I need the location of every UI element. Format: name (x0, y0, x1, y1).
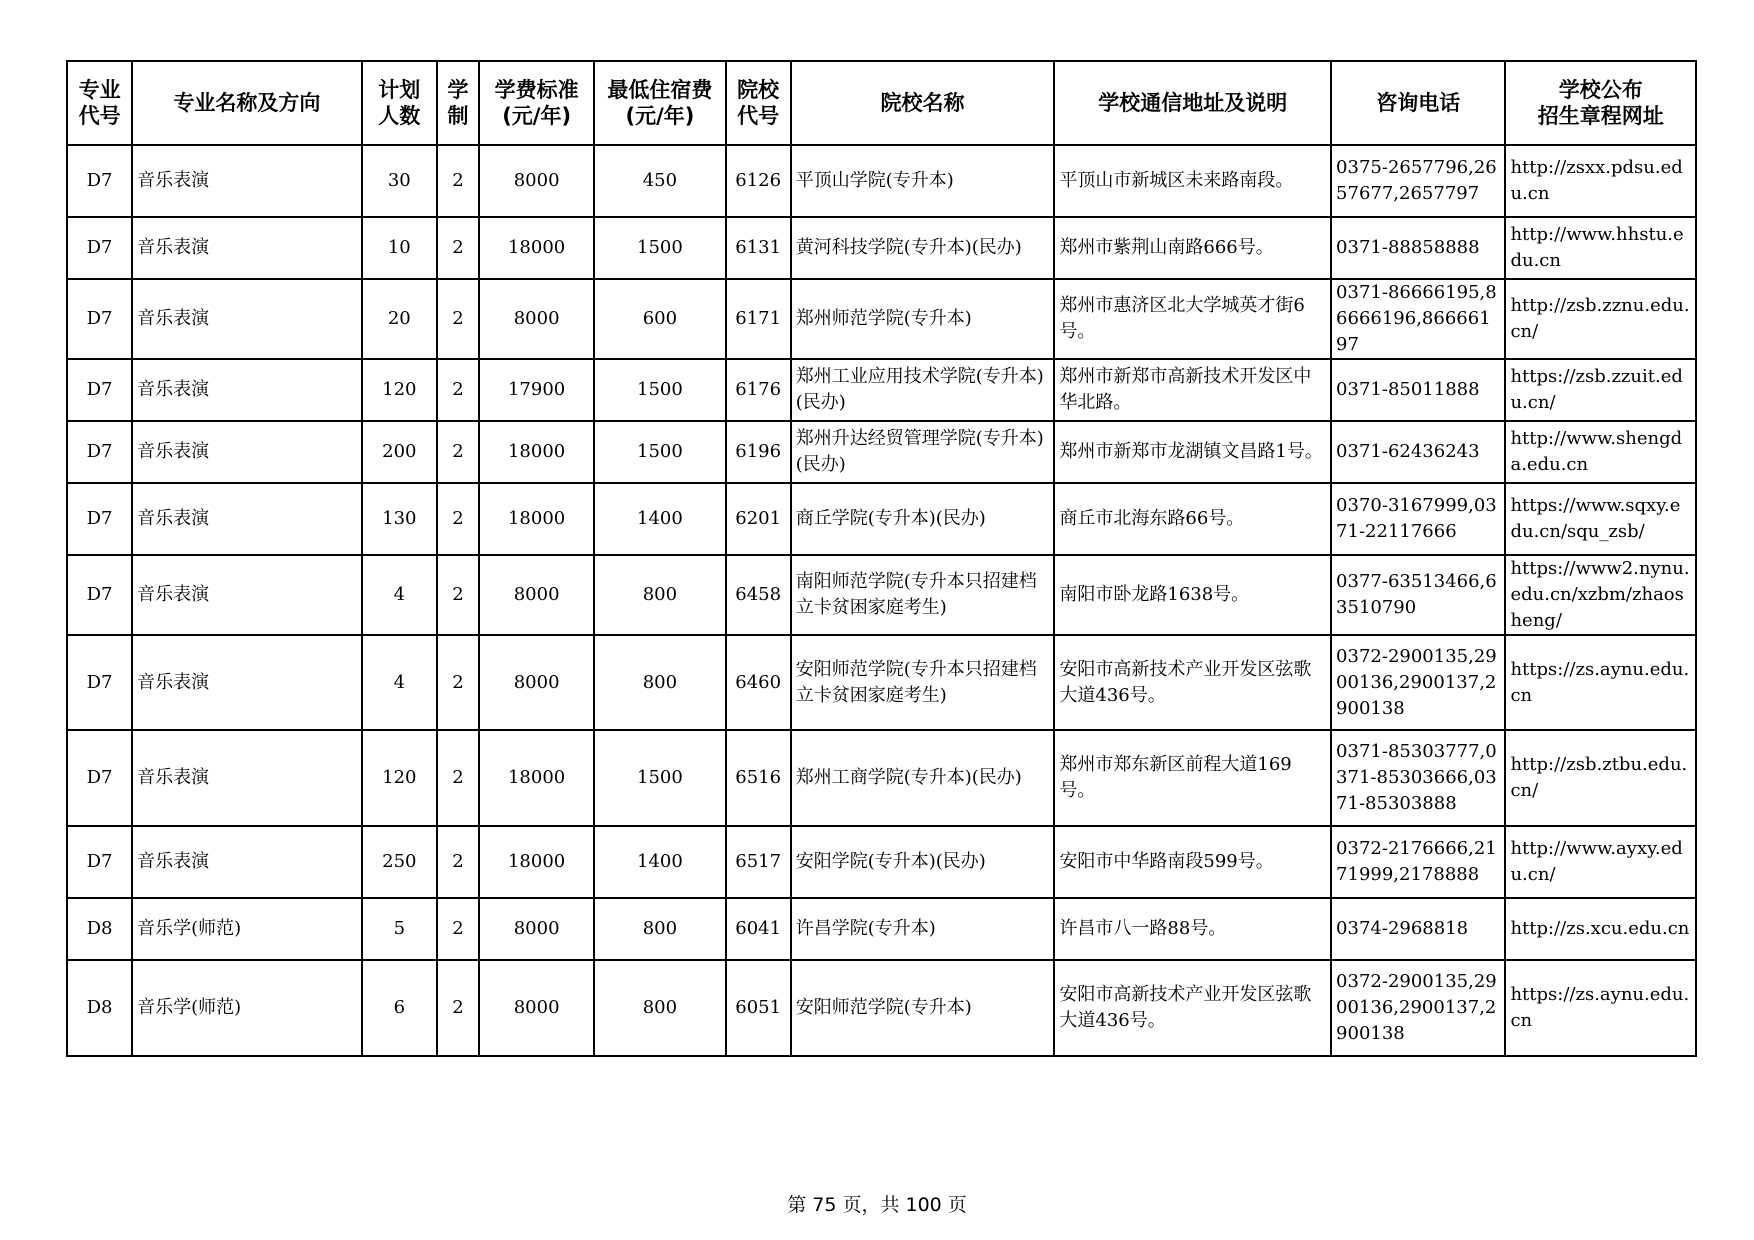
header-school-code: 院校 代号 (726, 61, 791, 145)
cell-plan: 120 (362, 359, 437, 421)
cell-major: 音乐表演 (132, 279, 362, 359)
cell-years: 2 (437, 826, 479, 898)
cell-phone: 0375-2657796,2657677,2657797 (1331, 145, 1505, 217)
cell-website: https://zs.aynu.edu.cn (1505, 960, 1696, 1056)
cell-tuition: 18000 (479, 730, 594, 826)
cell-website: http://zsb.ztbu.edu.cn/ (1505, 730, 1696, 826)
cell-code: D7 (67, 145, 132, 217)
cell-lodging: 1500 (594, 421, 725, 483)
page-number: 第 75 页，共 100 页 (787, 1194, 967, 1216)
cell-tuition: 8000 (479, 279, 594, 359)
cell-phone: 0371-88858888 (1331, 217, 1505, 279)
cell-major: 音乐学(师范) (132, 960, 362, 1056)
cell-tuition: 8000 (479, 960, 594, 1056)
table-row (67, 359, 1696, 421)
cell-school-code: 6517 (726, 826, 791, 898)
cell-code: D7 (67, 217, 132, 279)
cell-years: 2 (437, 145, 479, 217)
header-major: 专业名称及方向 (132, 61, 362, 145)
cell-major: 音乐表演 (132, 359, 362, 421)
cell-address: 商丘市北海东路66号。 (1054, 483, 1331, 555)
cell-years: 2 (437, 730, 479, 826)
cell-code: D7 (67, 635, 132, 730)
cell-code: D7 (67, 826, 132, 898)
cell-address: 安阳市高新技术产业开发区弦歌大道436号。 (1054, 960, 1331, 1056)
cell-school-name: 许昌学院(专升本) (791, 898, 1055, 960)
cell-years: 2 (437, 279, 479, 359)
cell-plan: 130 (362, 483, 437, 555)
table-row (67, 826, 1696, 898)
cell-code: D7 (67, 359, 132, 421)
cell-code: D8 (67, 960, 132, 1056)
cell-major: 音乐表演 (132, 635, 362, 730)
admissions-table (66, 60, 1697, 1057)
cell-code: D7 (67, 279, 132, 359)
cell-website: http://www.shengda.edu.cn (1505, 421, 1696, 483)
cell-school-name: 郑州工商学院(专升本)(民办) (791, 730, 1055, 826)
cell-plan: 6 (362, 960, 437, 1056)
table-row (67, 483, 1696, 555)
cell-school-code: 6458 (726, 555, 791, 635)
cell-address: 南阳市卧龙路1638号。 (1054, 555, 1331, 635)
cell-major: 音乐表演 (132, 145, 362, 217)
cell-tuition: 8000 (479, 555, 594, 635)
header-lodging: 最低住宿费 (元/年) (594, 61, 725, 145)
cell-tuition: 17900 (479, 359, 594, 421)
cell-plan: 120 (362, 730, 437, 826)
cell-plan: 200 (362, 421, 437, 483)
cell-phone: 0372-2900135,2900136,2900137,2900138 (1331, 635, 1505, 730)
header-years: 学 制 (437, 61, 479, 145)
cell-phone: 0371-86666195,86666196,86666197 (1331, 279, 1505, 359)
cell-tuition: 8000 (479, 898, 594, 960)
cell-code: D8 (67, 898, 132, 960)
cell-website: http://www.hhstu.edu.cn (1505, 217, 1696, 279)
cell-plan: 4 (362, 635, 437, 730)
cell-school-code: 6051 (726, 960, 791, 1056)
cell-phone: 0372-2900135,2900136,2900137,2900138 (1331, 960, 1505, 1056)
table-row (67, 279, 1696, 359)
cell-major: 音乐表演 (132, 730, 362, 826)
header-school-name: 院校名称 (791, 61, 1055, 145)
cell-school-code: 6516 (726, 730, 791, 826)
cell-website: http://zsb.zznu.edu.cn/ (1505, 279, 1696, 359)
cell-years: 2 (437, 960, 479, 1056)
cell-address: 安阳市中华路南段599号。 (1054, 826, 1331, 898)
table-row (67, 145, 1696, 217)
cell-address: 郑州市新郑市高新技术开发区中华北路。 (1054, 359, 1331, 421)
cell-code: D7 (67, 730, 132, 826)
cell-school-name: 郑州工业应用技术学院(专升本)(民办) (791, 359, 1055, 421)
cell-lodging: 800 (594, 635, 725, 730)
cell-lodging: 600 (594, 279, 725, 359)
header-tuition: 学费标准 (元/年) (479, 61, 594, 145)
table-row (67, 635, 1696, 730)
cell-website: https://www2.nynu.edu.cn/xzbm/zhaosheng/ (1505, 555, 1696, 635)
cell-school-name: 南阳师范学院(专升本只招建档立卡贫困家庭考生) (791, 555, 1055, 635)
cell-tuition: 18000 (479, 421, 594, 483)
cell-school-name: 郑州师范学院(专升本) (791, 279, 1055, 359)
cell-lodging: 1500 (594, 359, 725, 421)
cell-plan: 20 (362, 279, 437, 359)
cell-address: 郑州市紫荆山南路666号。 (1054, 217, 1331, 279)
cell-school-code: 6126 (726, 145, 791, 217)
cell-website: http://zsxx.pdsu.edu.cn (1505, 145, 1696, 217)
cell-school-code: 6041 (726, 898, 791, 960)
cell-phone: 0372-2176666,2171999,2178888 (1331, 826, 1505, 898)
cell-school-name: 商丘学院(专升本)(民办) (791, 483, 1055, 555)
cell-lodging: 450 (594, 145, 725, 217)
cell-phone: 0371-85011888 (1331, 359, 1505, 421)
cell-lodging: 1500 (594, 730, 725, 826)
cell-lodging: 1400 (594, 483, 725, 555)
table-row (67, 555, 1696, 635)
cell-code: D7 (67, 483, 132, 555)
cell-lodging: 800 (594, 960, 725, 1056)
cell-school-code: 6171 (726, 279, 791, 359)
cell-major: 音乐学(师范) (132, 898, 362, 960)
cell-tuition: 18000 (479, 217, 594, 279)
cell-school-code: 6176 (726, 359, 791, 421)
cell-major: 音乐表演 (132, 421, 362, 483)
cell-phone: 0371-85303777,0371-85303666,0371-85303888 (1331, 730, 1505, 826)
cell-school-code: 6196 (726, 421, 791, 483)
cell-plan: 30 (362, 145, 437, 217)
cell-address: 郑州市新郑市龙湖镇文昌路1号。 (1054, 421, 1331, 483)
cell-years: 2 (437, 359, 479, 421)
cell-code: D7 (67, 421, 132, 483)
header-website: 学校公布 招生章程网址 (1505, 61, 1696, 145)
cell-school-name: 安阳学院(专升本)(民办) (791, 826, 1055, 898)
cell-plan: 4 (362, 555, 437, 635)
cell-code: D7 (67, 555, 132, 635)
cell-years: 2 (437, 898, 479, 960)
cell-lodging: 800 (594, 898, 725, 960)
header-plan: 计划 人数 (362, 61, 437, 145)
table-row (67, 421, 1696, 483)
cell-school-name: 郑州升达经贸管理学院(专升本)(民办) (791, 421, 1055, 483)
cell-lodging: 1400 (594, 826, 725, 898)
cell-website: http://www.ayxy.edu.cn/ (1505, 826, 1696, 898)
header-code: 专业 代号 (67, 61, 132, 145)
cell-major: 音乐表演 (132, 483, 362, 555)
table-row (67, 730, 1696, 826)
cell-school-name: 黄河科技学院(专升本)(民办) (791, 217, 1055, 279)
cell-website: https://zs.aynu.edu.cn (1505, 635, 1696, 730)
cell-tuition: 8000 (479, 635, 594, 730)
cell-years: 2 (437, 483, 479, 555)
cell-phone: 0377-63513466,63510790 (1331, 555, 1505, 635)
cell-years: 2 (437, 217, 479, 279)
cell-school-name: 平顶山学院(专升本) (791, 145, 1055, 217)
header-phone: 咨询电话 (1331, 61, 1505, 145)
cell-website: https://zsb.zzuit.edu.cn/ (1505, 359, 1696, 421)
cell-school-code: 6460 (726, 635, 791, 730)
cell-phone: 0371-62436243 (1331, 421, 1505, 483)
cell-address: 平顶山市新城区未来路南段。 (1054, 145, 1331, 217)
cell-address: 许昌市八一路88号。 (1054, 898, 1331, 960)
cell-plan: 5 (362, 898, 437, 960)
cell-school-code: 6131 (726, 217, 791, 279)
cell-lodging: 800 (594, 555, 725, 635)
cell-school-name: 安阳师范学院(专升本只招建档立卡贫困家庭考生) (791, 635, 1055, 730)
cell-tuition: 8000 (479, 145, 594, 217)
cell-major: 音乐表演 (132, 555, 362, 635)
table-row (67, 898, 1696, 960)
cell-school-name: 安阳师范学院(专升本) (791, 960, 1055, 1056)
cell-plan: 250 (362, 826, 437, 898)
table-row (67, 217, 1696, 279)
cell-address: 郑州市惠济区北大学城英才街6号。 (1054, 279, 1331, 359)
cell-years: 2 (437, 635, 479, 730)
cell-phone: 0374-2968818 (1331, 898, 1505, 960)
cell-years: 2 (437, 555, 479, 635)
cell-school-code: 6201 (726, 483, 791, 555)
cell-plan: 10 (362, 217, 437, 279)
cell-phone: 0370-3167999,0371-22117666 (1331, 483, 1505, 555)
header-address: 学校通信地址及说明 (1054, 61, 1331, 145)
cell-website: http://zs.xcu.edu.cn (1505, 898, 1696, 960)
cell-major: 音乐表演 (132, 826, 362, 898)
header-row (67, 61, 1696, 145)
cell-major: 音乐表演 (132, 217, 362, 279)
cell-website: https://www.sqxy.edu.cn/squ_zsb/ (1505, 483, 1696, 555)
cell-tuition: 18000 (479, 826, 594, 898)
cell-address: 郑州市郑东新区前程大道169号。 (1054, 730, 1331, 826)
cell-address: 安阳市高新技术产业开发区弦歌大道436号。 (1054, 635, 1331, 730)
cell-years: 2 (437, 421, 479, 483)
cell-lodging: 1500 (594, 217, 725, 279)
table-row (67, 960, 1696, 1056)
cell-tuition: 18000 (479, 483, 594, 555)
